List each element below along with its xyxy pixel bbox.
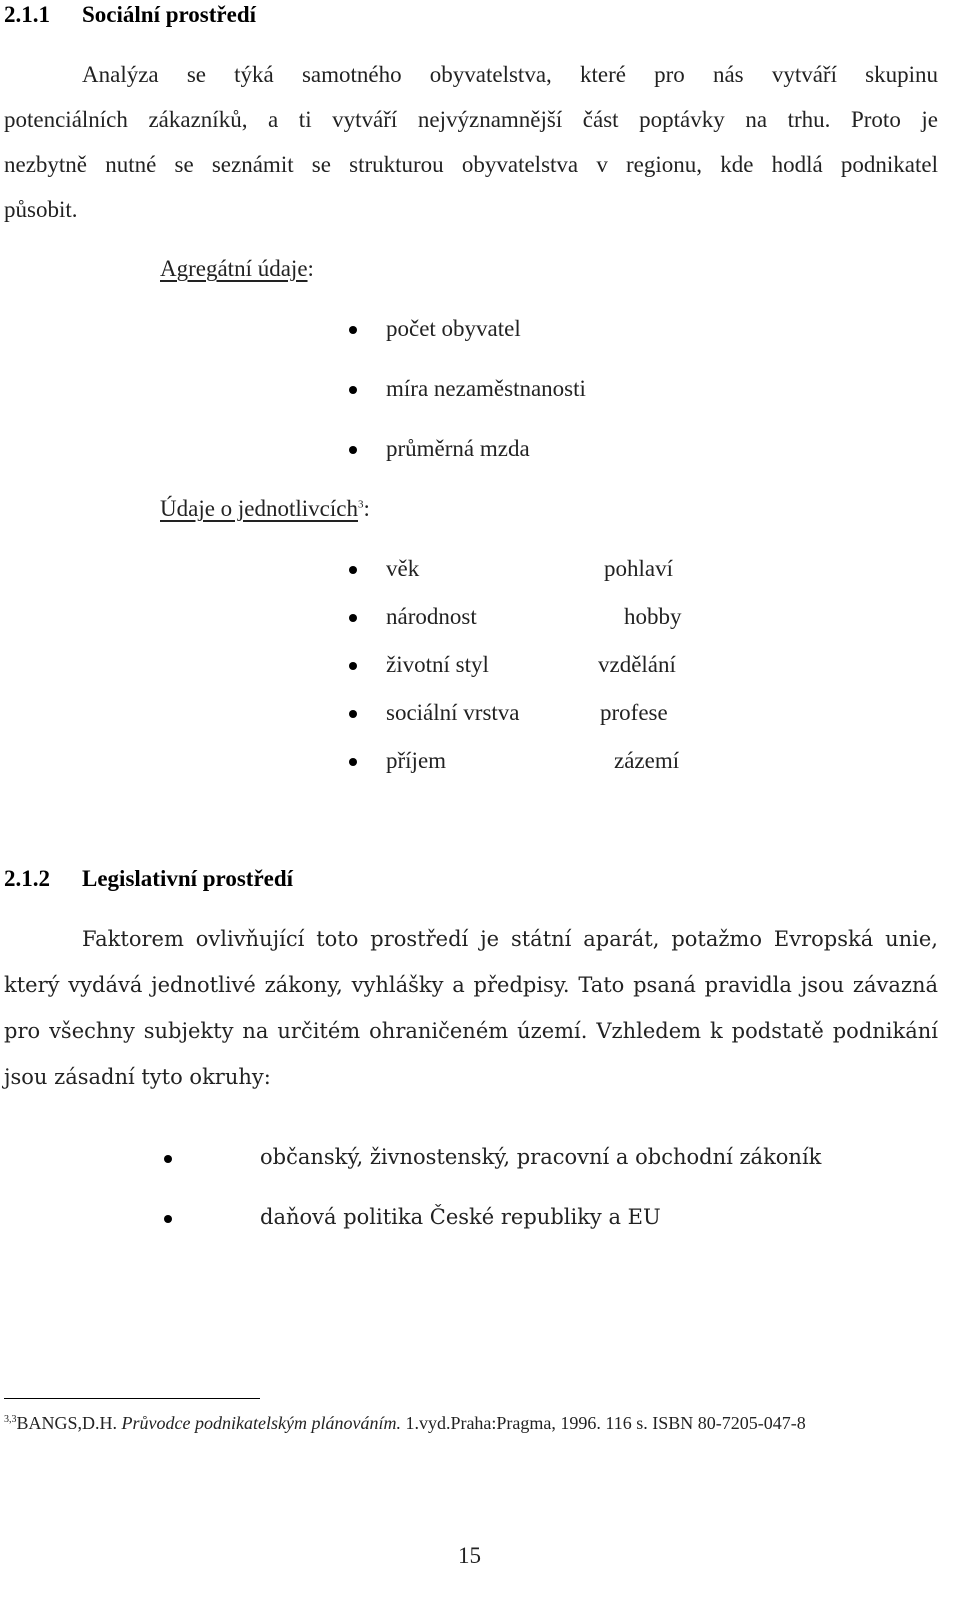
paragraph-line: Faktorem ovlivňující toto prostředí je státní aparát, potažmo Evropská unie, [82, 927, 938, 951]
individual-heading-colon: : [363, 496, 370, 521]
bullet-icon [164, 1215, 172, 1223]
list-item-left: sociální vrstva [386, 700, 520, 725]
paragraph-line: jsou zásadní tyto okruhy: [4, 1065, 271, 1089]
list-item-right: profese [600, 700, 668, 725]
individual-heading-label: Údaje o jednotlivcích [160, 496, 358, 521]
bullet-icon [349, 662, 357, 670]
list-item: občanský, živnostenský, pracovní a obchodní zákoník [260, 1145, 822, 1169]
list-item-left: věk [386, 556, 420, 581]
bullet-icon [349, 614, 357, 622]
footnote-marker: 3,3 [4, 1414, 17, 1425]
list-item: průměrná mzda [386, 436, 530, 461]
bullet-icon [349, 758, 357, 766]
paragraph-line: pro všechny subjekty na určitém ohraničeném území. Vzhledem k podstatě podnikání [4, 1019, 938, 1043]
list-item-right: pohlaví [604, 556, 673, 581]
list-item-right: vzdělání [598, 652, 676, 677]
page-number: 15 [458, 1543, 481, 1568]
section-heading-2-1-2 [4, 866, 293, 892]
list-item: daňová politika České republiky a EU [260, 1205, 661, 1229]
bullet-icon [164, 1155, 172, 1163]
list-item-right: zázemí [614, 748, 680, 773]
footnote-title: Průvodce podnikatelským plánováním. [121, 1413, 401, 1433]
footnote-divider [4, 1398, 260, 1399]
individual-heading [160, 497, 370, 520]
paragraph-line: nezbytně nutné se seznámit se strukturou obyvatelstva v regionu, kde hodlá podnikatel [4, 152, 938, 177]
footnote-ref: 3 [358, 498, 364, 511]
bullet-icon [349, 326, 357, 334]
aggregate-heading [160, 257, 314, 280]
aggregate-heading-colon: : [307, 256, 314, 281]
paragraph-line: Analýza se týká samotného obyvatelstva, které pro nás vytváří skupinu [82, 62, 938, 87]
list-item-left: národnost [386, 604, 477, 629]
aggregate-heading-label: Agregátní údaje [160, 256, 308, 281]
list-item: počet obyvatel [386, 316, 521, 341]
section-number: 2.1.1 [4, 2, 50, 27]
list-item-left: příjem [386, 748, 447, 773]
section-title: Sociální prostředí [82, 2, 257, 27]
paragraph-line: který vydává jednotlivé zákony, vyhlášky a předpisy. Tato psaná pravidla jsou závazná [4, 973, 938, 997]
footnote-author: BANGS,D.H. [16, 1413, 122, 1433]
list-item: míra nezaměstnanosti [386, 376, 586, 401]
bullet-icon [349, 566, 357, 574]
section-title: Legislativní prostředí [82, 866, 294, 891]
bullet-icon [349, 710, 357, 718]
footnote [4, 1413, 806, 1434]
paragraph-line: potenciálních zákazníků, a ti vytváří nejvýznamnější část poptávky na trhu. Proto je [4, 107, 938, 132]
list-item-right: hobby [624, 604, 682, 629]
section-heading-2-1-1 [4, 2, 256, 28]
list-item-left: životní styl [386, 652, 489, 677]
section-number: 2.1.2 [4, 866, 50, 891]
footnote-rest: 1.vyd.Praha:Pragma, 1996. 116 s. ISBN 80-7205-047-8 [400, 1413, 806, 1433]
bullet-icon [349, 386, 357, 394]
bullet-icon [349, 446, 357, 454]
paragraph-line: působit. [4, 197, 78, 222]
